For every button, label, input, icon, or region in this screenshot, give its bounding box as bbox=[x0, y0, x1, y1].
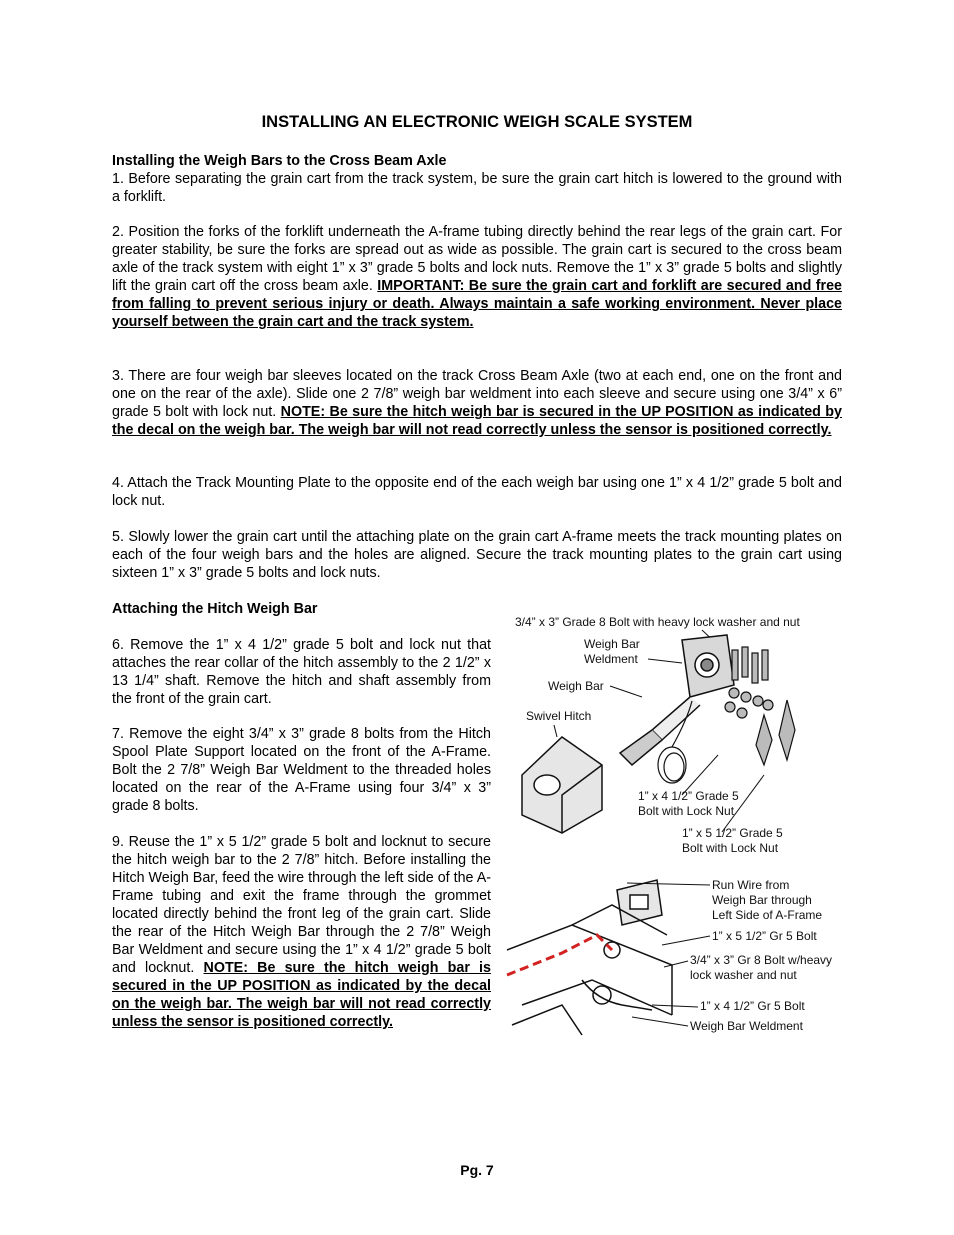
hitch-weigh-bar-figure bbox=[502, 605, 832, 1045]
wire-route-line bbox=[507, 935, 612, 975]
label-gr8-bolt: 3/4” x 3” Gr 8 Bolt w/heavy bbox=[690, 953, 832, 967]
page-number: Pg. 7 bbox=[460, 1162, 494, 1178]
step-3-paragraph bbox=[112, 367, 842, 439]
label-55-bolt: 1” x 5 1/2” Grade 5 bbox=[682, 826, 783, 840]
section1-block bbox=[112, 152, 842, 206]
label-45-lock-nut: Bolt with Lock Nut bbox=[638, 804, 735, 818]
step-3-note: NOTE: Be sure the hitch weigh bar is secured in the UP POSITION as indicated by the decal on the weigh bar. The weigh bar will not read correctly unless the sensor is positioned correctly. bbox=[112, 404, 842, 438]
label-grade8-bolt: 3/4” x 3” Grade 8 Bolt with heavy lock washer and nut bbox=[515, 615, 800, 629]
label-weigh-bar-through: Weigh Bar through bbox=[712, 893, 812, 907]
swivel-hitch-drawing bbox=[522, 737, 602, 833]
step-1-text: 1. Before separating the grain cart from the track system, be sure the grain cart hitch is lowered to the ground with a forklift. bbox=[112, 171, 842, 205]
step-7-paragraph: 7. Remove the eight 3/4” x 3” grade 8 bolts from the Hitch Spool Plate Support located on the front of the A-Frame. Bolt the 2 7/8” Weigh Bar Weldment to the threaded holes located on the rear of the A-Frame using four 3/4” x 3” grade 8 bolts. bbox=[112, 726, 491, 814]
section1-heading: Installing the Weigh Bars to the Cross Beam Axle bbox=[112, 153, 447, 169]
step-4-paragraph: 4. Attach the Track Mounting Plate to the opposite end of the each weigh bar using one 1” x 4 1/2” grade 5 bolt and lock nut. bbox=[112, 475, 842, 509]
label-lock-washer: lock washer and nut bbox=[690, 968, 797, 982]
step-9-paragraph bbox=[112, 833, 491, 1031]
section2-heading: Attaching the Hitch Weigh Bar bbox=[112, 601, 318, 617]
label-weldment-bottom: Weigh Bar Weldment bbox=[690, 1019, 803, 1033]
label-55-gr5-bolt: 1” x 5 1/2” Gr 5 Bolt bbox=[712, 929, 817, 943]
step-9-note: NOTE: Be sure the hitch weigh bar is secured in the UP POSITION as indicated by the decal on the weigh bar. The weigh bar will not read correctly unless the sensor is positioned correctly. bbox=[112, 960, 491, 1030]
page-title: INSTALLING AN ELECTRONIC WEIGH SCALE SYSTEM bbox=[261, 113, 693, 131]
label-swivel-hitch: Swivel Hitch bbox=[526, 709, 592, 723]
label-run-wire: Run Wire from bbox=[712, 878, 790, 892]
step-2-text: 2. Position the forks of the forklift underneath the A-frame tubing directly behind the rear legs of the grain cart. For greater stability, be sure the forks are spread out as wide as possible. The grain cart is secured to the cross beam axle of the track system with eight 1” x 3” grade 5 bolts and lock nuts. Remove the 1” x 3” grade 5 bolts and slightly lift the grain cart off the cross beam axle. bbox=[112, 224, 842, 294]
step-9-text: 9. Reuse the 1” x 5 1/2” grade 5 bolt and locknut to secure the hitch weigh bar to the 2 7/8” hitch. Before installing the Hitch Weigh Bar, feed the wire through the left side of the A-Frame tubing and exit the frame through the grommet located directly behind the front leg of the grain cart. Slide the rear of the Hitch Weigh Bar through the 2 7/8” Weigh Bar Weldment and secure using the 1” x 4 1/2” grade 5 bolt and locknut. bbox=[112, 834, 491, 976]
step-6-paragraph: 6. Remove the 1” x 4 1/2” grade 5 bolt and lock nut that attaches the rear collar of the hitch assembly to the 2 1/2” x 13 1/4” shaft. Remove the hitch and shaft assembly from the front of the grain cart. bbox=[112, 637, 491, 707]
section2-heading-block bbox=[112, 600, 491, 618]
label-45-gr5-bolt: 1” x 4 1/2” Gr 5 Bolt bbox=[700, 999, 805, 1013]
step-5-paragraph: 5. Slowly lower the grain cart until the attaching plate on the grain cart A-frame meets the track mounting plates on each of the four weigh bars and the holes are aligned. Secure the track mounting plates to the grain cart using sixteen 1” x 3” grade 5 bolts and lock nuts. bbox=[112, 529, 842, 581]
bolts-drawing bbox=[725, 647, 795, 765]
label-left-side: Left Side of A-Frame bbox=[712, 908, 823, 922]
step-2-warning: IMPORTANT: Be sure the grain cart and forklift are secured and free from falling to prevent serious injury or death. Always maintain a safe working environment. Never place yourself between the grain cart and the track system. bbox=[112, 278, 842, 330]
installed-view-drawing bbox=[507, 880, 672, 1035]
label-55-lock-nut: Bolt with Lock Nut bbox=[682, 841, 779, 855]
step-2-paragraph bbox=[112, 223, 842, 331]
label-weigh-bar-1: Weigh Bar bbox=[584, 637, 640, 651]
label-weigh-bar-2: Weigh Bar bbox=[548, 679, 604, 693]
step-3-text: 3. There are four weigh bar sleeves located on the track Cross Beam Axle (two at each end, one on the front and one on the rear of the axle). Slide one 2 7/8” weigh bar weldment into each sleeve and secure using one 3/4” x 6” grade 5 bolt with lock nut. bbox=[112, 368, 842, 420]
label-weldment: Weldment bbox=[584, 652, 638, 666]
label-45-bolt: 1” x 4 1/2” Grade 5 bbox=[638, 789, 739, 803]
